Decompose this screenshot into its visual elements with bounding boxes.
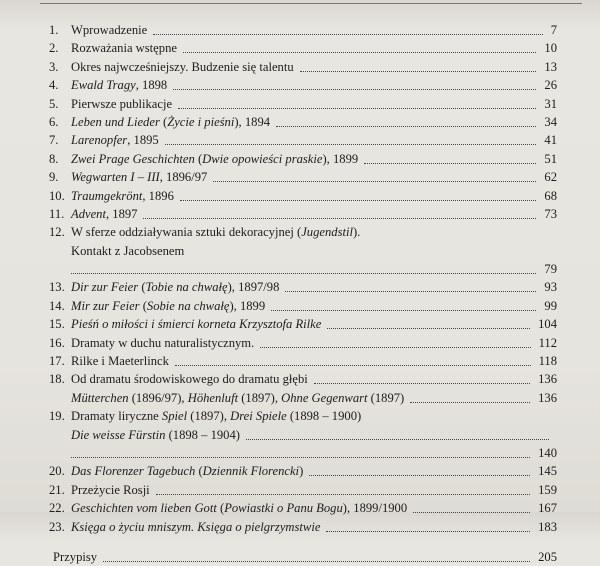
toc-title-segment: Dir zur Feier (71, 280, 139, 295)
toc-entry-title (71, 297, 265, 315)
toc-title-segment: , 1896/97 (159, 170, 208, 185)
toc-entry-title (71, 518, 320, 536)
toc-entry (0, 499, 600, 517)
toc-title-segment: , 1897 (105, 206, 138, 221)
toc-entry-number: 3. (49, 59, 59, 74)
toc-title-segment: ), 1899 (229, 298, 266, 313)
toc-title-segment: Geschichten vom lieben Gott (71, 501, 217, 516)
toc-entry (0, 113, 600, 131)
toc-page-number: 7 (550, 23, 557, 37)
toc-entry-number: 16. (49, 335, 65, 350)
toc-entry-number: 5. (49, 96, 59, 111)
toc-entry-number: 2. (49, 41, 59, 56)
toc-page-number: 10 (544, 41, 557, 56)
toc-page-number: 68 (544, 188, 557, 203)
toc-entry-title (71, 168, 207, 186)
toc-entry (0, 278, 600, 296)
toc-entry (0, 334, 600, 352)
toc-entry (0, 426, 600, 444)
toc-entry (0, 223, 600, 241)
leader-dots (178, 98, 536, 109)
toc-entry-title (71, 58, 294, 76)
toc-title-segment: Höhenluft (187, 390, 239, 405)
toc-page-number: 112 (538, 335, 557, 350)
toc-title-segment: Traumgekrönt (71, 188, 143, 203)
toc-entry (0, 39, 600, 57)
toc-entry-title (71, 21, 147, 39)
toc-page-number: 136 (538, 372, 557, 387)
table-of-contents (0, 21, 600, 566)
toc-title-segment: ( (216, 501, 225, 516)
toc-entry-title (71, 462, 303, 480)
toc-title-segment: Dramaty w duchu naturalistycznym. (71, 335, 255, 350)
toc-title-segment: Życie i pieśni (167, 114, 235, 129)
toc-entry-title (71, 499, 407, 517)
toc-title-segment: Pierwsze publikacje (71, 96, 173, 111)
toc-title-segment: Kontakt z Jacobsenem (71, 243, 185, 258)
toc-entry-number: 17. (49, 354, 65, 369)
toc-title-segment: Sobie na chwałę (146, 298, 230, 313)
toc-entry-title (71, 131, 159, 149)
toc-entry-number: 1. (49, 23, 59, 37)
toc-entry-number: 7. (49, 133, 59, 148)
toc-entry-number: 11. (49, 206, 65, 221)
toc-title-segment: Księga o życiu mniszym. Księga o pielgrzymstwie (71, 519, 321, 534)
toc-title-segment: Rozważania wstępne (71, 41, 177, 56)
toc-entry-number: 19. (49, 409, 65, 424)
toc-entry-title (71, 242, 184, 260)
toc-entry (0, 315, 600, 333)
toc-page-number: 79 (544, 262, 557, 277)
toc-title-segment: (1898 – 1900) (286, 409, 362, 424)
leader-dots (271, 300, 536, 311)
toc-entry-title (71, 187, 174, 205)
toc-entry (0, 131, 600, 149)
toc-entry (0, 95, 600, 113)
toc-footnotes-entry (0, 548, 600, 566)
toc-entry (0, 407, 600, 425)
toc-entry (0, 76, 600, 94)
leader-dots (285, 281, 536, 292)
toc-title-segment: ), 1899/1900 (342, 501, 408, 516)
toc-title-segment: Rilke i Maeterlinck (71, 354, 169, 369)
toc-entry-number: 8. (49, 151, 59, 166)
toc-title-segment: Pieśń o miłości i śmierci korneta Krzysztofa Rilke (71, 317, 322, 332)
toc-title-segment: ), 1899 (322, 151, 359, 166)
toc-entry (0, 444, 600, 462)
toc-entry-number: 18. (49, 372, 65, 387)
toc-title-segment: ). (352, 225, 361, 240)
toc-title-segment: Advent (71, 206, 106, 221)
toc-entry (0, 260, 600, 278)
toc-entry-title (71, 352, 169, 370)
toc-entry-number: 10. (49, 188, 65, 203)
toc-title-segment: Dziennik Florencki (202, 464, 300, 479)
toc-title-segment: Spiel (161, 409, 188, 424)
toc-title-segment: (1897) (367, 390, 405, 405)
leader-dots (364, 153, 536, 164)
leader-dots (326, 521, 530, 532)
toc-page-number: 104 (538, 317, 557, 332)
toc-page-number: 26 (544, 78, 557, 93)
toc-title-segment: Leben und Lieder (71, 114, 160, 129)
toc-page-number: 145 (538, 464, 557, 479)
toc-entry-number: 4. (49, 78, 59, 93)
toc-title-segment: Jugendstil (301, 225, 353, 240)
leader-dots (314, 373, 530, 384)
toc-entry (0, 518, 600, 536)
toc-title-segment: Larenopfer (71, 133, 128, 148)
toc-title-segment: Zwei Prage Geschichten (71, 151, 195, 166)
toc-title-segment: Wegwarten I – III (71, 170, 160, 185)
leader-dots (175, 355, 531, 366)
toc-title-segment: Od dramatu środowiskowego do dramatu głębi (71, 372, 308, 387)
toc-entry-title (71, 76, 167, 94)
toc-title-segment: Dramaty liryczne (71, 409, 162, 424)
toc-title-segment: Dwie opowieści praskie (202, 151, 323, 166)
toc-page-number: 93 (544, 280, 557, 295)
toc-entry (0, 205, 600, 223)
toc-title-segment: (1897), (187, 409, 231, 424)
toc-page-number: 99 (544, 298, 557, 313)
toc-title-segment: (1897), (238, 390, 282, 405)
leader-dots (276, 116, 536, 127)
toc-title-segment: Das Florenzer Tagebuch (71, 464, 196, 479)
leader-dots (153, 24, 542, 35)
toc-page-number: 62 (544, 170, 557, 185)
toc-title-segment: Wprowadzenie (71, 23, 148, 37)
toc-entry (0, 462, 600, 480)
toc-title-segment: , 1895 (127, 133, 159, 148)
leader-dots (103, 551, 530, 562)
leader-dots (71, 263, 536, 274)
toc-page-number: 73 (544, 206, 557, 221)
toc-entry (0, 150, 600, 168)
toc-page-number: 51 (544, 151, 557, 166)
toc-title-segment: ) (299, 464, 304, 479)
toc-entry-number: 23. (49, 519, 65, 534)
toc-entry (0, 389, 600, 407)
footnotes-label: Przypisy (53, 549, 98, 564)
toc-page-number: 31 (544, 96, 557, 111)
toc-entry (0, 242, 600, 260)
toc-entry-title (71, 39, 177, 57)
leader-dots (180, 190, 537, 201)
toc-title-segment: ), 1894 (234, 114, 271, 129)
toc-page-number: 167 (538, 501, 557, 516)
toc-entry-title (71, 223, 360, 241)
toc-title-segment: W sferze oddziaływania sztuki dekoracyjnej ( (71, 225, 302, 240)
toc-entry (0, 187, 600, 205)
toc-entry-title (71, 113, 270, 131)
toc-title-segment: ( (159, 114, 168, 129)
leader-dots (183, 42, 536, 53)
toc-page-number: 140 (538, 445, 557, 460)
leader-dots (143, 208, 536, 219)
toc-entry-title (71, 315, 321, 333)
toc-page-number: 183 (538, 519, 557, 534)
toc-page-number: 136 (538, 390, 557, 405)
toc-title-segment: , 1896 (142, 188, 174, 203)
toc-entry-number: 14. (49, 298, 65, 313)
toc-entry-title (71, 426, 240, 444)
toc-title-segment: Ohne Gegenwart (281, 390, 368, 405)
toc-page-number: 159 (538, 482, 557, 497)
toc-entry-number: 21. (49, 482, 65, 497)
toc-title-segment: Mir zur Feier (71, 298, 140, 313)
toc-title-segment: Drei Spiele (230, 409, 287, 424)
footnotes-page-number: 205 (538, 549, 557, 564)
leader-dots (213, 171, 536, 182)
toc-title-segment: ( (194, 151, 203, 166)
toc-entry-title (71, 481, 150, 499)
toc-entry-title (71, 334, 254, 352)
toc-entry-title (71, 95, 172, 113)
toc-entry-number: 13. (49, 280, 65, 295)
toc-title-segment: ( (138, 280, 146, 295)
toc-title-segment: Tobie na chwałę (145, 280, 228, 295)
leader-dots (300, 61, 537, 72)
toc-entry-title (71, 407, 361, 425)
leader-dots (71, 447, 530, 458)
section-gap (0, 536, 600, 548)
toc-title-segment: ( (139, 298, 147, 313)
toc-title-segment: Ewald Tragy (71, 78, 136, 93)
toc-title-segment: Powiastki o Panu Bogu (224, 501, 343, 516)
toc-title-segment: ( (195, 464, 203, 479)
toc-entry-title (71, 389, 404, 407)
toc-entry (0, 297, 600, 315)
toc-entry-number: 22. (49, 501, 65, 516)
toc-entry (0, 481, 600, 499)
toc-title-segment: , 1898 (135, 78, 168, 93)
toc-title-segment: (1898 – 1904) (165, 427, 240, 442)
leader-dots (410, 392, 530, 403)
toc-entry-title (71, 150, 358, 168)
leader-dots (246, 429, 549, 440)
top-rule (40, 3, 582, 4)
toc-title-segment: Mütterchen (71, 390, 129, 405)
toc-entry-title (71, 370, 308, 388)
toc-page-number: 13 (544, 59, 557, 74)
leader-dots (156, 484, 530, 495)
toc-entry-number: 12. (49, 225, 65, 240)
leader-dots (327, 318, 530, 329)
toc-entry (0, 370, 600, 388)
toc-page-number: 118 (538, 354, 557, 369)
toc-title-segment: Die weisse Fürstin (71, 427, 166, 442)
toc-entry-title (71, 278, 279, 296)
toc-entry (0, 168, 600, 186)
toc-entry-number: 15. (49, 317, 65, 332)
toc-title-segment: Przeżycie Rosji (71, 482, 150, 497)
toc-entry-number: 9. (49, 170, 59, 185)
toc-page-number: 41 (544, 133, 557, 148)
toc-entry (0, 58, 600, 76)
toc-entry (0, 21, 600, 39)
toc-title-segment: Okres najwcześniejszy. Budzenie się talentu (71, 59, 294, 74)
leader-dots (309, 465, 530, 476)
toc-entry (0, 352, 600, 370)
toc-title-segment: ), 1897/98 (227, 280, 280, 295)
leader-dots (260, 337, 530, 348)
toc-entry-title (71, 205, 137, 223)
toc-title-segment: (1896/97), (128, 390, 188, 405)
toc-entry-number: 20. (49, 464, 65, 479)
toc-entry-number: 6. (49, 114, 59, 129)
toc-page-number: 34 (544, 114, 557, 129)
leader-dots (173, 79, 536, 90)
leader-dots (165, 134, 537, 145)
